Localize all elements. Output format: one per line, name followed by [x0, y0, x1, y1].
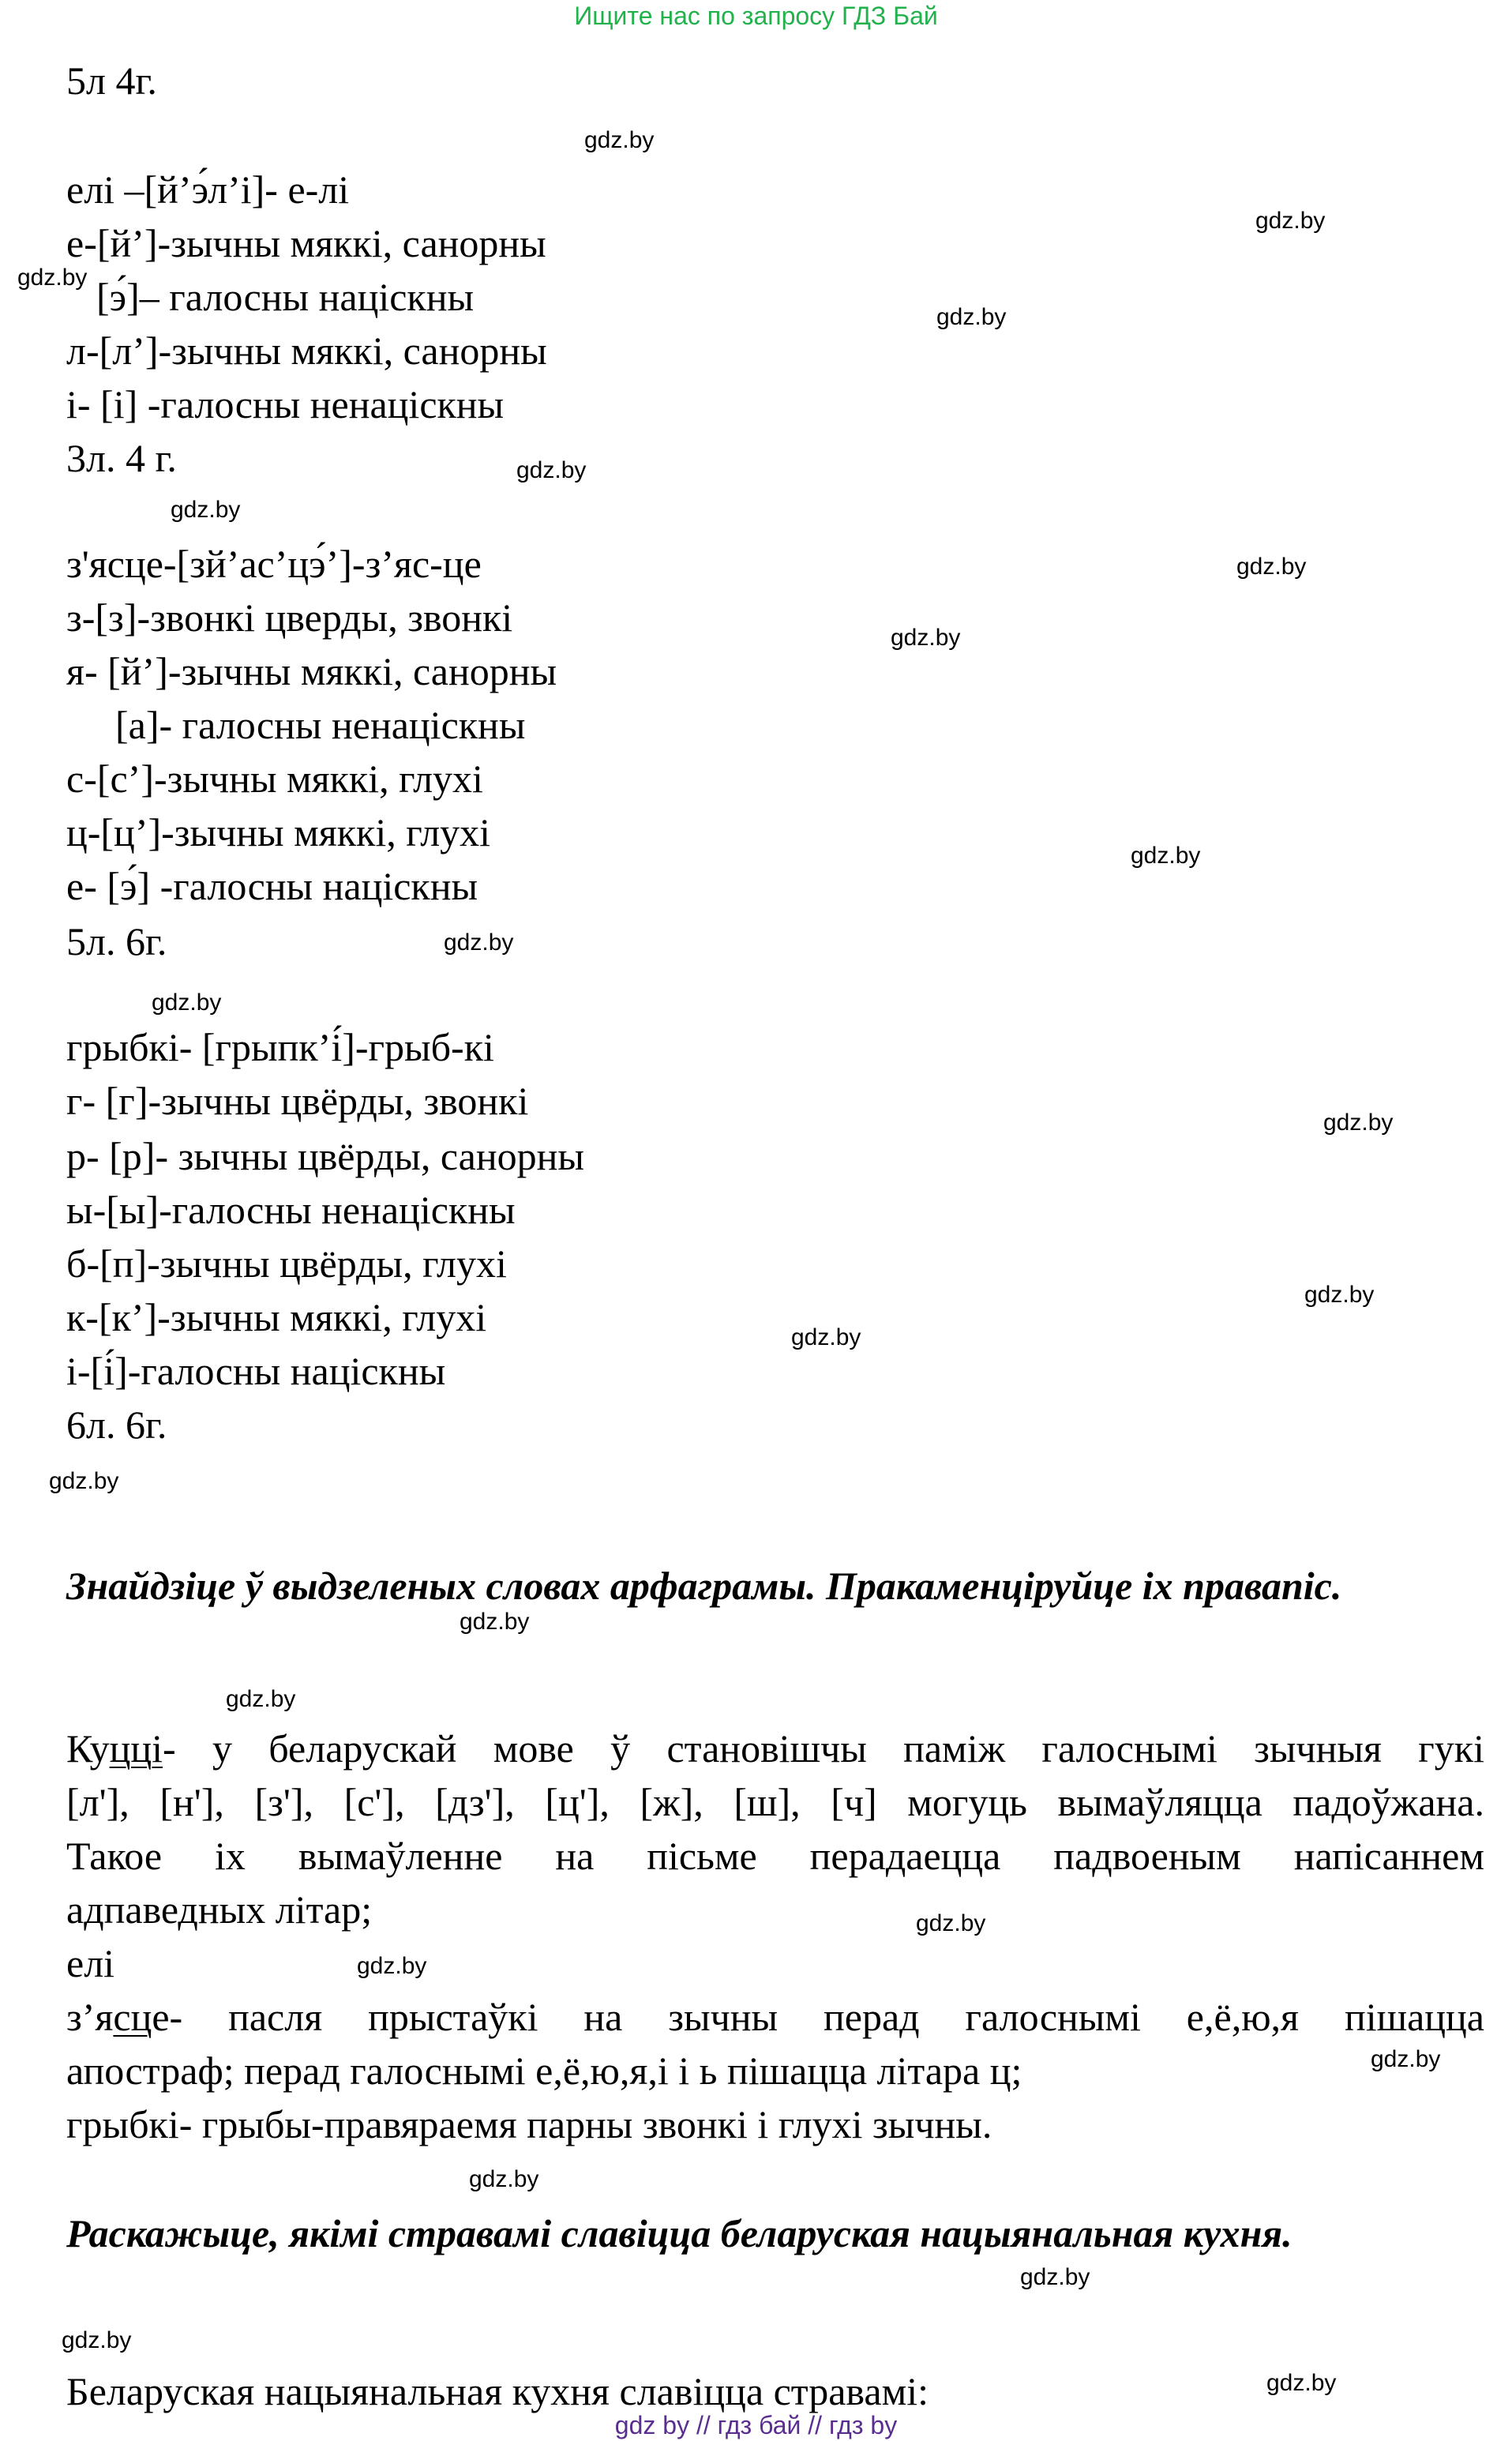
watermark: gdz.by [1131, 843, 1201, 869]
analysis-line: з'ясце-[зй’ас’цэ́’]-з’яс-це [66, 542, 482, 586]
analysis-line: б-[п]-зычны цвёрды, глухі [66, 1241, 507, 1286]
analysis-line: [э́]– галосны націскны [96, 275, 475, 319]
analysis-line: г- [г]-зычны цвёрды, звонкі [66, 1079, 529, 1123]
watermark: gdz.by [1371, 2046, 1441, 2072]
watermark: gdz.by [791, 1324, 861, 1350]
footer-watermark: gdz by // гдз бай // гдз by [614, 2411, 898, 2439]
analysis-line: ы-[ы]-галосны ненаціскны [66, 1188, 516, 1232]
watermark: gdz.by [936, 304, 1007, 330]
task2-heading: Раскажыце, якімі стравамі славіцца беларуская нацыянальная кухня. [66, 2211, 1293, 2255]
analysis-line: ц-[ц’]-зычны мяккі, глухі [66, 810, 491, 854]
analysis-line: і- [і] -галосны ненаціскны [66, 382, 505, 426]
watermark: gdz.by [516, 457, 587, 483]
task1-heading: Знайдзіце ў выдзеленых словах арфаграмы. Пракаменціруйце іх правапіс. [66, 1564, 1342, 1608]
watermark: gdz.by [226, 1686, 296, 1712]
watermark: gdz.by [1323, 1110, 1394, 1136]
analysis-line: і-[і́]-галосны націскны [66, 1349, 446, 1393]
analysis-line: е-[й’]-зычны мяккі, санорны [66, 221, 546, 265]
watermark: gdz.by [1266, 2370, 1337, 2396]
watermark: gdz.by [460, 1609, 530, 1635]
analysis-line: з-[з]-звонкі цверды, звонкі [66, 595, 513, 640]
watermark: gdz.by [469, 2166, 539, 2192]
analysis-line: р- [р]- зычны цвёрды, санорны [66, 1134, 584, 1178]
analysis-line: л-[л’]-зычны мяккі, санорны [66, 329, 547, 373]
watermark: gdz.by [49, 1468, 119, 1494]
explanation-line: апостраф; перад галоснымі е,ё,ю,я,і і ь пішацца літара ц; [66, 2049, 1022, 2093]
watermark: gdz.by [891, 625, 961, 651]
watermark: gdz.by [444, 929, 514, 956]
explanation-line: [л'], [н'], [з'], [с'], [дз'], [ц'], [ж], [ш], [ч] могуць вымаўляцца падоўжана. [66, 1780, 1484, 1824]
analysis-line: елі –[й’э́л’і]- е-лі [66, 167, 350, 212]
watermark: gdz.by [1255, 208, 1326, 234]
eli-word: елі [66, 1941, 115, 1985]
analysis-line: грыбкі- [грыпк’і́]-грыб-кі [66, 1025, 494, 1069]
watermark: gdz.by [62, 2327, 132, 2353]
explanation-line: Такое іх вымаўленне на пісьме перадаецца падвоеным напісаннем [66, 1834, 1484, 1878]
watermark: gdz.by [1304, 1282, 1375, 1308]
explanation-line: адпаведных літар; [66, 1887, 373, 1932]
zyastse-word: з’ясц [66, 1995, 152, 2039]
top-banner: Ищите нас по запросу ГДЗ Бай [574, 2, 938, 30]
task2-answer: Беларуская нацыянальная кухня славіцца стравамі: [66, 2369, 929, 2413]
analysis-line: 5л 4г. [66, 58, 157, 103]
watermark: gdz.by [584, 127, 655, 153]
analysis-line: я- [й’]-зычны мяккі, санорны [66, 649, 557, 693]
analysis-line: е- [э́] -галосны націскны [66, 864, 478, 908]
analysis-line: [а]- галосны ненаціскны [115, 703, 526, 747]
analysis-line: к-[к’]-зычны мяккі, глухі [66, 1295, 487, 1339]
analysis-line: 6л. 6г. [66, 1403, 167, 1447]
watermark: gdz.by [1236, 554, 1307, 580]
analysis-line: 3л. 4 г. [66, 436, 177, 480]
analysis-line: с-[с’]-зычны мяккі, глухі [66, 757, 483, 801]
watermark: gdz.by [17, 265, 88, 291]
zyastse-line: з’ясце- пасля прыстаўкі на зычны перад галоснымі е,ё,ю,я пішацца [66, 1995, 1484, 2039]
watermark: gdz.by [357, 1953, 427, 1979]
watermark: gdz.by [171, 497, 241, 523]
watermark: gdz.by [916, 1910, 986, 1936]
hrybki-line: грыбкі- грыбы-правяраемя парны звонкі і глухі зычны. [66, 2102, 992, 2146]
watermark: gdz.by [152, 990, 222, 1016]
kutstsi-line: Куцці- у беларускай мове ў становішчы паміж галоснымі зычныя гукі [66, 1726, 1484, 1771]
analysis-line: 5л. 6г. [66, 919, 167, 963]
kutstsi-word: Куцці [66, 1726, 163, 1771]
watermark: gdz.by [1020, 2264, 1090, 2290]
